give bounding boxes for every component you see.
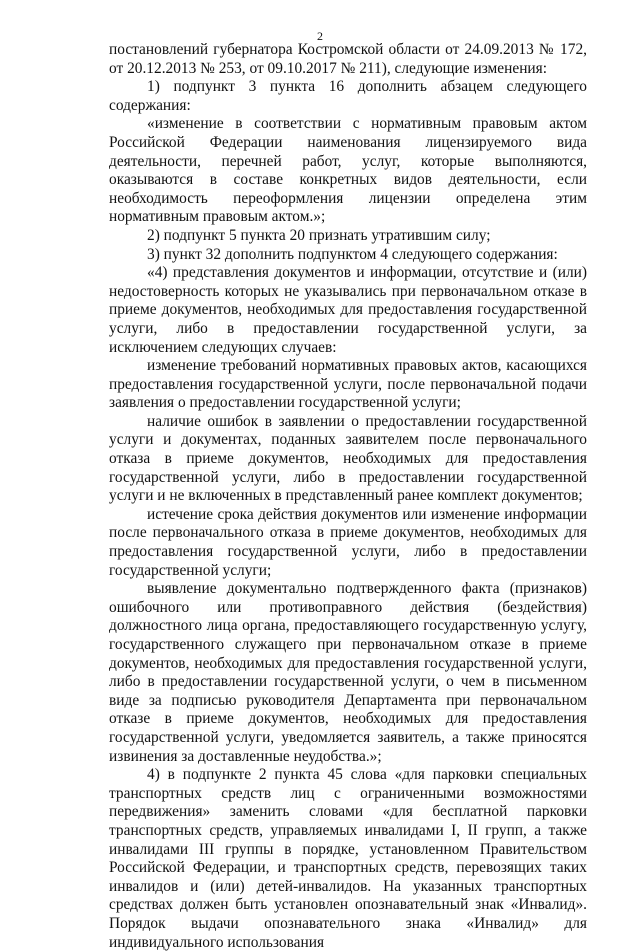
paragraph-case-3: истечение срока действия документов или изменение информации после первоначального отказа в приеме документов, необходимых для предоставления государственной услуги, либо в предоставлении государственной услуги; xyxy=(109,505,587,579)
paragraph-item-4: 4) в подпункте 2 пункта 45 слова «для парковки специальных транспортных средств лиц с ограниченными возможностями передвижения» заменить словами «для бесплатной парковки транспортных средств, управляемых инвалидами I, II групп, а также инвалидами III группы в порядке, установленном Правительством Российской Федерации, и транспортных средств, перевозящих таких инвалидов и (или) детей-инвалидов. На указанных транспортных средствах должен быть установлен опознавательный знак «Инвалид». Порядок выдачи опознавательного знака «Инвалид» для индивидуального использования xyxy=(109,766,587,951)
paragraph-continuation: постановлений губернатора Костромской области от 24.09.2013 № 172, от 20.12.2013 № 253, от 09.10.2017 № 211), следующие изменения: xyxy=(109,41,587,77)
paragraph-case-1: изменение требований нормативных правовых актов, касающихся предоставления государственной услуги, после первоначальной подачи заявления о предоставлении государственной услуги; xyxy=(109,357,587,412)
paragraph-item-3: 3) пункт 32 дополнить подпунктом 4 следующего содержания: xyxy=(147,245,558,263)
paragraph-quote-4: «4) представления документов и информации, отсутствие и (или) недостоверность которых не указывались при первоначальном отказе в приеме документов, необходимых для предоставления государственной услуги, либо в предоставлении государственной услуги, за исключением следующих случаев: xyxy=(109,264,587,356)
paragraph-case-4: выявление документально подтвержденного факта (признаков) ошибочного или противоправного действия (бездействия) должностного лица органа, предоставляющего государственную услугу, государственного служащего при первоначальном отказе в приеме документов, необходимых для предоставления государственной услуги, либо в предоставлении государственной услуги, о чем в письменном виде за подписью руководителя Департамента при первоначальном отказе в приеме документов, необходимых для предоставления государственной услуги, уведомляется заявитель, а также приносятся извинения за доставленные неудобства.»; xyxy=(109,580,587,765)
page-number: 2 xyxy=(317,29,323,43)
paragraph-quote-1: «изменение в соответствии с нормативным правовым актом Российской Федерации наименования лицензируемого вида деятельности, перечней работ, услуг, которые выполняются, оказываются в составе конкретных видов деятельности, если необходимость переоформления лицензии определена этим нормативным правовым актом.»; xyxy=(109,115,587,226)
paragraph-item-1: 1) подпункт 3 пункта 16 дополнить абзацем следующего содержания: xyxy=(109,78,587,114)
document-body xyxy=(109,41,587,952)
paragraph-case-2: наличие ошибок в заявлении о предоставлении государственной услуги и документах, поданных заявителем после первоначального отказа в приеме документов, необходимых для предоставления государственной услуги, либо в предоставлении государственной услуги и не включенных в представленный ранее комплект документов; xyxy=(109,412,587,505)
paragraph-item-2: 2) подпункт 5 пункта 20 признать утратившим силу; xyxy=(147,226,491,244)
